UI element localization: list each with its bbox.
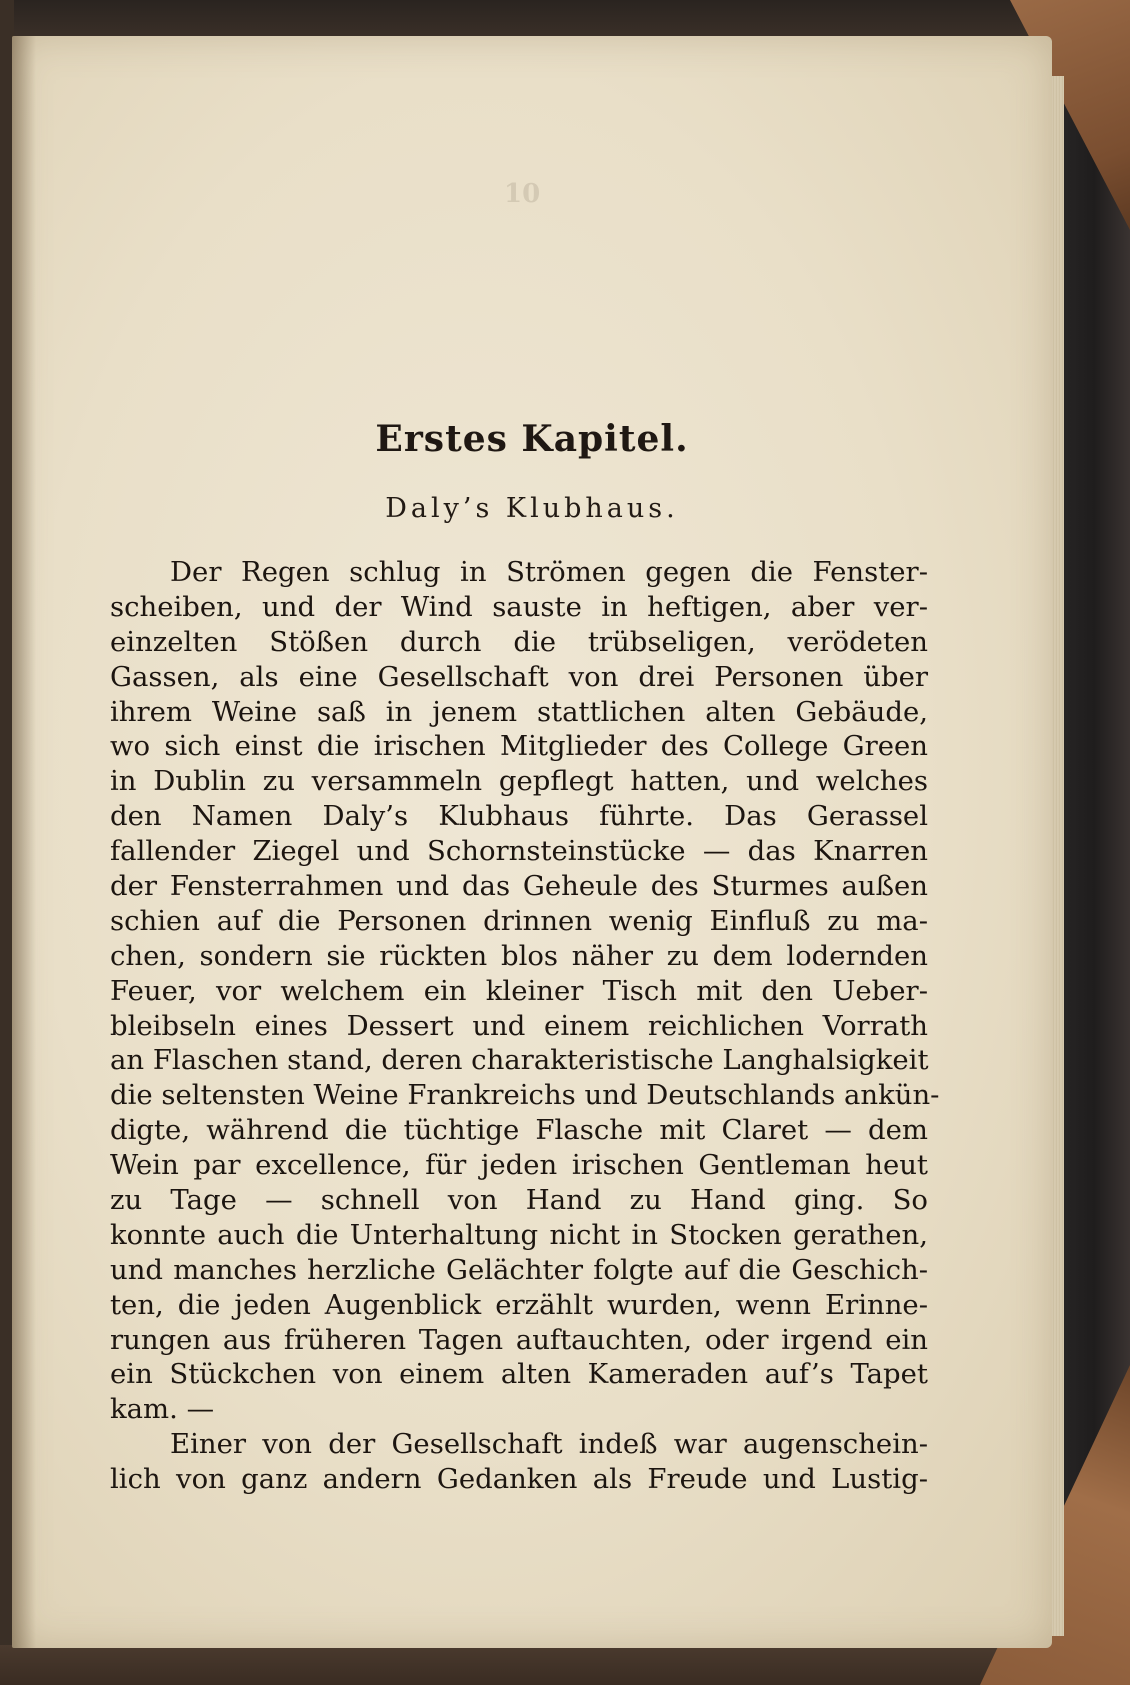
chapter-subtitle: Daly’s Klubhaus. [385,493,679,524]
page-gutter-shadow [12,36,36,1648]
text-line: ein Stückchen von einem alten Kameraden auf’s Tapet [110,1358,928,1391]
text-line: scheiben, und der Wind sauste in heftigen, aber ver- [110,590,928,623]
text-line: digte, während die tüchtige Flasche mit Claret — dem [110,1114,928,1147]
text-line: Der Regen schlug in Strömen gegen die Fenster- [170,556,928,588]
text-line: wo sich einst die irischen Mitglieder des College Green [110,730,928,763]
text-line: an Flaschen stand, deren charakteristische Langhalsigkeit [110,1044,929,1077]
text-line: schien auf die Personen drinnen wenig Einfluß zu ma- [110,904,928,937]
text-line: einzelten Stößen durch die trübseligen, verödeten [110,625,928,658]
text-line: konnte auch die Unterhaltung nicht in Stocken gerathen, [110,1218,928,1251]
text-line: zu Tage — schnell von Hand zu Hand ging. So [110,1184,928,1217]
chapter-title: Erstes Kapitel. [375,418,689,460]
book-cover-bottom [0,1645,1130,1685]
text-line: kam. — [110,1393,215,1426]
text-line: ihrem Weine saß in jenem stattlichen alten Gebäude, [110,695,928,728]
body-text [110,555,940,1497]
text-line: lich von ganz andern Gedanken als Freude und Lustig- [110,1463,928,1496]
text-line: ten, die jeden Augenblick erzählt wurden, wenn Erinne- [110,1288,928,1321]
text-line: fallender Ziegel und Schornsteinstücke — das Knarren [110,835,928,868]
text-line: und manches herzliche Gelächter folgte auf die Geschich- [110,1253,928,1286]
text-line: der Fensterrahmen und das Geheule des Sturmes außen [110,870,928,903]
text-line: Einer von der Gesellschaft indeß war augenschein- [170,1428,928,1461]
page-stack-edge [1052,76,1064,1636]
text-line: Gassen, als eine Gesellschaft von drei Personen über [110,660,928,693]
book-page [12,36,1052,1648]
text-line: die seltensten Weine Frankreichs und Deutschlands ankün- [110,1079,940,1112]
text-line: Feuer, vor welchem ein kleiner Tisch mit den Ueber- [110,974,928,1007]
book-cover-top [0,0,1130,40]
text-line: bleibseln eines Dessert und einem reichlichen Vorrath [110,1009,928,1042]
text-line: Wein par excellence, für jeden irischen Gentleman heut [110,1149,928,1182]
text-line: rungen aus früheren Tagen auftauchten, oder irgend ein [110,1323,928,1356]
text-line: chen, sondern sie rückten blos näher zu dem lodernden [110,939,928,972]
text-line: in Dublin zu versammeln gepflegt hatten, und welches [110,765,928,798]
bleed-through-page-number: 10 [504,179,541,209]
text-line: den Namen Daly’s Klubhaus führte. Das Gerassel [110,800,928,833]
